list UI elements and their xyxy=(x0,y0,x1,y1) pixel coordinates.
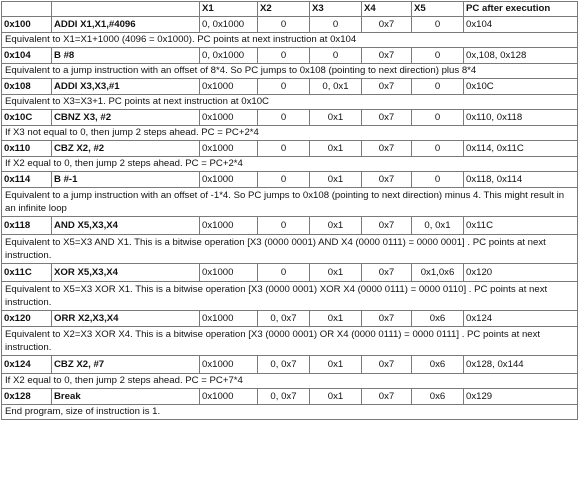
register-x4-value: 0x7 xyxy=(362,141,412,157)
register-x5-value: 0 xyxy=(412,79,464,95)
explanation-text: If X2 equal to 0, then jump 2 steps ahead. PC = PC+2*4 xyxy=(2,157,578,172)
register-x3-value: 0x1 xyxy=(310,389,362,405)
instruction-text: ORR X2,X3,X4 xyxy=(52,311,200,327)
register-x5-value: 0x6 xyxy=(412,311,464,327)
pc-after-value: 0x124 xyxy=(464,311,578,327)
pc-after-value: 0x118, 0x114 xyxy=(464,172,578,188)
register-x2-value: 0 xyxy=(258,17,310,33)
instruction-row xyxy=(2,311,578,327)
instruction-text: CBZ X2, #2 xyxy=(52,141,200,157)
explanation-text: Equivalent to a jump instruction with an offset of -1*4. So PC jumps to 0x108 (pointing to next direction) minus 4. This might result in an infinite loop xyxy=(2,188,578,217)
pc-after-value: 0x11C xyxy=(464,217,578,235)
explanation-row xyxy=(2,33,578,48)
register-x3-value: 0 xyxy=(310,17,362,33)
instruction-address: 0x108 xyxy=(2,79,52,95)
instruction-address: 0x11C xyxy=(2,264,52,282)
header-x3: X3 xyxy=(310,2,362,17)
pc-after-value: 0x114, 0x11C xyxy=(464,141,578,157)
instruction-text: XOR X5,X3,X4 xyxy=(52,264,200,282)
register-x1-value: 0x1000 xyxy=(200,217,258,235)
explanation-row xyxy=(2,95,578,110)
explanation-row xyxy=(2,282,578,311)
register-x4-value: 0x7 xyxy=(362,172,412,188)
header-address xyxy=(2,2,52,17)
explanation-row xyxy=(2,126,578,141)
instruction-text: CBNZ X3, #2 xyxy=(52,110,200,126)
instruction-text: ADDI X3,X3,#1 xyxy=(52,79,200,95)
register-x1-value: 0x1000 xyxy=(200,311,258,327)
register-x3-value: 0 xyxy=(310,48,362,64)
register-x4-value: 0x7 xyxy=(362,389,412,405)
instruction-address: 0x118 xyxy=(2,217,52,235)
instruction-address: 0x114 xyxy=(2,172,52,188)
register-x1-value: 0, 0x1000 xyxy=(200,48,258,64)
pc-after-value: 0x110, 0x118 xyxy=(464,110,578,126)
register-x5-value: 0 xyxy=(412,17,464,33)
register-x4-value: 0x7 xyxy=(362,311,412,327)
register-x2-value: 0 xyxy=(258,48,310,64)
register-x1-value: 0x1000 xyxy=(200,79,258,95)
pc-after-value: 0x120 xyxy=(464,264,578,282)
header-x1: X1 xyxy=(200,2,258,17)
instruction-row xyxy=(2,264,578,282)
instruction-row xyxy=(2,217,578,235)
explanation-text: Equivalent to X3=X3+1. PC points at next instruction at 0x10C xyxy=(2,95,578,110)
register-x4-value: 0x7 xyxy=(362,356,412,374)
register-x3-value: 0x1 xyxy=(310,110,362,126)
explanation-text: If X2 equal to 0, then jump 2 steps ahead. PC = PC+7*4 xyxy=(2,374,578,389)
instruction-text: ADDI X1,X1,#4096 xyxy=(52,17,200,33)
instruction-row xyxy=(2,172,578,188)
explanation-text: Equivalent to X5=X3 XOR X1. This is a bitwise operation [X3 (0000 0001) XOR X4 (0000 0111) = 0000 0110] . PC points at next instruction. xyxy=(2,282,578,311)
instruction-address: 0x124 xyxy=(2,356,52,374)
explanation-text: Equivalent to X5=X3 AND X1. This is a bitwise operation [X3 (0000 0001) AND X4 (0000 0111) = 0000 0001] . PC points at next instruction. xyxy=(2,235,578,264)
register-x3-value: 0x1 xyxy=(310,217,362,235)
pc-after-value: 0x,108, 0x128 xyxy=(464,48,578,64)
register-x4-value: 0x7 xyxy=(362,217,412,235)
explanation-row xyxy=(2,157,578,172)
explanation-row xyxy=(2,374,578,389)
header-x2: X2 xyxy=(258,2,310,17)
register-x3-value: 0x1 xyxy=(310,264,362,282)
instruction-row xyxy=(2,141,578,157)
explanation-text: Equivalent to X1=X1+1000 (4096 = 0x1000). PC points at next instruction at 0x104 xyxy=(2,33,578,48)
register-x4-value: 0x7 xyxy=(362,48,412,64)
instruction-row xyxy=(2,389,578,405)
execution-trace-table xyxy=(1,1,578,420)
instruction-address: 0x110 xyxy=(2,141,52,157)
pc-after-value: 0x104 xyxy=(464,17,578,33)
register-x1-value: 0x1000 xyxy=(200,264,258,282)
explanation-text: Equivalent to a jump instruction with an offset of 8*4. So PC jumps to 0x108 (pointing to next direction) plus 8*4 xyxy=(2,64,578,79)
register-x3-value: 0x1 xyxy=(310,311,362,327)
explanation-text: Equivalent to X2=X3 XOR X4. This is a bitwise operation [X3 (0000 0001) OR X4 (0000 0111) = 0000 0111] . PC points at next instruction. xyxy=(2,327,578,356)
instruction-row xyxy=(2,79,578,95)
instruction-text: B #8 xyxy=(52,48,200,64)
register-x5-value: 0 xyxy=(412,110,464,126)
register-x1-value: 0x1000 xyxy=(200,356,258,374)
instruction-address: 0x10C xyxy=(2,110,52,126)
explanation-row xyxy=(2,327,578,356)
instruction-address: 0x104 xyxy=(2,48,52,64)
execution-trace-document xyxy=(1,1,577,420)
instruction-text: CBZ X2, #7 xyxy=(52,356,200,374)
header-x5: X5 xyxy=(412,2,464,17)
register-x2-value: 0 xyxy=(258,217,310,235)
register-x1-value: 0, 0x1000 xyxy=(200,17,258,33)
instruction-row xyxy=(2,356,578,374)
register-x2-value: 0 xyxy=(258,79,310,95)
instruction-address: 0x100 xyxy=(2,17,52,33)
register-x3-value: 0x1 xyxy=(310,141,362,157)
register-x3-value: 0x1 xyxy=(310,172,362,188)
register-x4-value: 0x7 xyxy=(362,264,412,282)
register-x1-value: 0x1000 xyxy=(200,389,258,405)
instruction-row xyxy=(2,17,578,33)
pc-after-value: 0x129 xyxy=(464,389,578,405)
register-x5-value: 0, 0x1 xyxy=(412,217,464,235)
instruction-row xyxy=(2,48,578,64)
header-instruction xyxy=(52,2,200,17)
register-x4-value: 0x7 xyxy=(362,17,412,33)
explanation-row xyxy=(2,64,578,79)
instruction-address: 0x120 xyxy=(2,311,52,327)
instruction-row xyxy=(2,110,578,126)
register-x4-value: 0x7 xyxy=(362,110,412,126)
register-x5-value: 0 xyxy=(412,172,464,188)
register-x2-value: 0, 0x7 xyxy=(258,389,310,405)
register-x5-value: 0x1,0x6 xyxy=(412,264,464,282)
pc-after-value: 0x128, 0x144 xyxy=(464,356,578,374)
explanation-text: If X3 not equal to 0, then jump 2 steps ahead. PC = PC+2*4 xyxy=(2,126,578,141)
register-x2-value: 0 xyxy=(258,264,310,282)
pc-after-value: 0x10C xyxy=(464,79,578,95)
register-x5-value: 0 xyxy=(412,48,464,64)
header-x4: X4 xyxy=(362,2,412,17)
register-x2-value: 0 xyxy=(258,141,310,157)
explanation-text: End program, size of instruction is 1. xyxy=(2,405,578,420)
header-row xyxy=(2,2,578,17)
register-x3-value: 0x1 xyxy=(310,356,362,374)
explanation-row xyxy=(2,235,578,264)
register-x1-value: 0x1000 xyxy=(200,172,258,188)
header-pc: PC after execution xyxy=(464,2,578,17)
register-x2-value: 0, 0x7 xyxy=(258,356,310,374)
explanation-row xyxy=(2,405,578,420)
explanation-row xyxy=(2,188,578,217)
register-x1-value: 0x1000 xyxy=(200,110,258,126)
register-x5-value: 0x6 xyxy=(412,389,464,405)
register-x2-value: 0 xyxy=(258,172,310,188)
instruction-text: B #-1 xyxy=(52,172,200,188)
register-x5-value: 0 xyxy=(412,141,464,157)
register-x2-value: 0 xyxy=(258,110,310,126)
register-x3-value: 0, 0x1 xyxy=(310,79,362,95)
instruction-text: Break xyxy=(52,389,200,405)
register-x4-value: 0x7 xyxy=(362,79,412,95)
register-x5-value: 0x6 xyxy=(412,356,464,374)
register-x1-value: 0x1000 xyxy=(200,141,258,157)
instruction-address: 0x128 xyxy=(2,389,52,405)
register-x2-value: 0, 0x7 xyxy=(258,311,310,327)
instruction-text: AND X5,X3,X4 xyxy=(52,217,200,235)
